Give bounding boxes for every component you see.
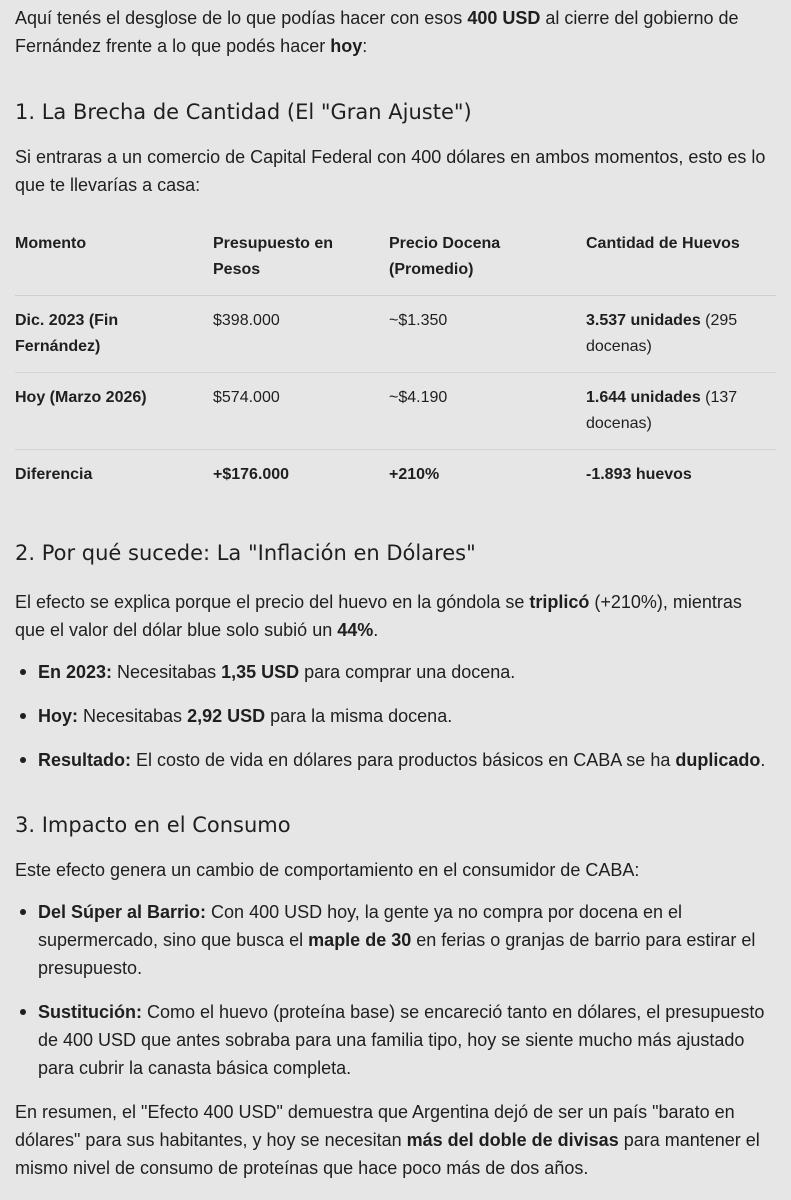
list-item: Del Súper al Barrio: Con 400 USD hoy, la gente ya no compra por docena en el supermercado, sino que busca el maple de 30 en ferias o granjas de barrio para estirar el presupuesto. [15,898,776,982]
section-3-paragraph: Este efecto genera un cambio de comportamiento en el consumidor de CABA: [15,860,640,880]
header-momento: Momento [15,219,213,296]
summary-paragraph: En resumen, el "Efecto 400 USD" demuestra que Argentina dejó de ser un país "barato en dólares" para sus habitantes, y hoy se necesitan más del doble de divisas para mantener el mismo nivel de consumo de proteínas que hace poco más de dos años. [15,1102,760,1178]
intro-paragraph: Aquí tenés el desglose de lo que podías hacer con esos 400 USD al cierre del gobierno de Fernández frente a lo que podés hacer hoy: [15,8,739,56]
bullet-dot-icon [20,909,26,915]
cell-momento: Diferencia [15,466,93,483]
bullet-dot-icon [20,1009,26,1015]
section-2-list [15,658,776,774]
list-item: Hoy: Necesitabas 2,92 USD para la misma docena. [15,702,776,730]
section-2-paragraph: El efecto se explica porque el precio del huevo en la góndola se triplicó (+210%), mientras que el valor del dólar blue solo subió un 44%. [15,592,742,640]
cell-presupuesto: +$176.000 [213,466,290,483]
section-1-heading: 1. La Brecha de Cantidad (El "Gran Ajuste") [15,100,472,124]
cell-momento: Dic. 2023 (Fin Fernández) [15,296,213,373]
cell-precio: +210% [389,466,440,483]
section-3-heading: 3. Impacto en el Consumo [15,813,291,837]
bullet-dot-icon [20,713,26,719]
section-3-list [15,898,776,1082]
table-header-row [15,219,776,296]
cell-presupuesto: $574.000 [213,373,389,450]
comparison-table [15,219,776,500]
cell-precio: ~$1.350 [389,296,586,373]
cell-cantidad: -1.893 huevos [586,466,692,483]
bullet-dot-icon [20,757,26,763]
section-2-heading: 2. Por qué sucede: La "Inflación en Dólares" [15,541,476,565]
list-item: Resultado: El costo de vida en dólares para productos básicos en CABA se ha duplicado. [15,746,776,774]
cell-cantidad: 1.644 unidades (137 docenas) [586,373,776,450]
header-presupuesto: Presupuesto en Pesos [213,219,389,296]
cell-presupuesto: $398.000 [213,296,389,373]
table-row-difference [15,450,776,501]
cell-cantidad: 3.537 unidades (295 docenas) [586,296,776,373]
header-cantidad: Cantidad de Huevos [586,219,776,296]
table-row [15,296,776,373]
section-1-paragraph: Si entraras a un comercio de Capital Federal con 400 dólares en ambos momentos, esto es lo que te llevarías a casa: [15,147,766,195]
cell-momento: Hoy (Marzo 2026) [15,373,213,450]
header-precio: Precio Docena (Promedio) [389,219,586,296]
bullet-dot-icon [20,669,26,675]
cell-precio: ~$4.190 [389,373,586,450]
table-row [15,373,776,450]
list-item: En 2023: Necesitabas 1,35 USD para comprar una docena. [15,658,776,686]
list-item: Sustitución: Como el huevo (proteína base) se encareció tanto en dólares, el presupuesto de 400 USD que antes sobraba para una familia tipo, hoy se siente mucho más ajustado para cubrir la canasta básica completa. [15,998,776,1082]
